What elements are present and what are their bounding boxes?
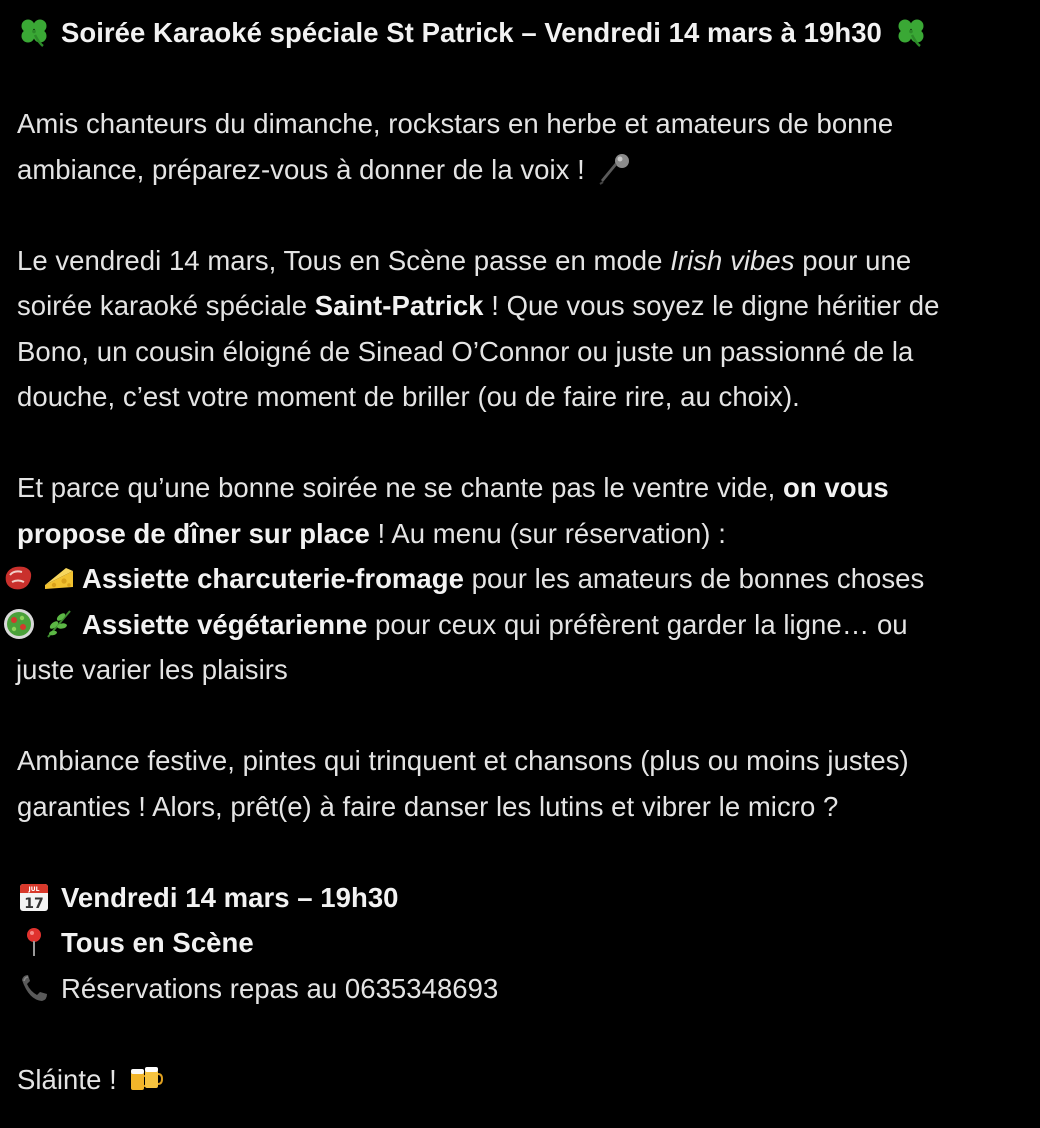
salad-icon	[2, 607, 36, 641]
para2-line-1-text: Le vendredi 14 mars, Tous en Scène passe en mode	[17, 244, 671, 276]
calendar-icon	[17, 880, 51, 914]
menu-item-charcuterie-title: Assiette charcuterie-fromage	[82, 563, 464, 594]
para3-line-1-text: Et parce qu’une bonne soirée ne se chante pas le ventre vide,	[17, 472, 783, 503]
intro-line-1: Amis chanteurs du dimanche, rockstars en herbe et amateurs de bonne	[17, 108, 894, 139]
calendar-month: JUL	[28, 885, 40, 893]
info-place-line	[17, 920, 1032, 966]
para2-line-1-end: pour une	[794, 244, 912, 276]
closing-line	[17, 1057, 1032, 1103]
info-phone-line	[17, 966, 1032, 1012]
para2-line-2	[17, 283, 1032, 329]
info-place: Tous en Scène	[61, 927, 254, 958]
para3-line-2	[17, 511, 1032, 557]
meat-icon	[2, 561, 36, 595]
menu-item-vegetarian	[0, 602, 1032, 648]
shamrock-icon	[17, 15, 51, 49]
para2-line-2-text: soirée karaoké spéciale	[17, 290, 315, 321]
para3-line-2-text: ! Au menu (sur réservation) :	[369, 517, 726, 549]
pin-icon	[17, 925, 51, 959]
post-body	[17, 0, 1032, 1102]
menu-item-vegetarian-title: Assiette végétarienne	[82, 608, 368, 640]
para2-line-3: Bono, un cousin éloigné de Sinead O’Connor ou juste un passionné de la	[17, 335, 914, 367]
info-date: Vendredi 14 mars – 19h30	[61, 881, 399, 913]
menu-item-charcuterie-desc: pour les amateurs de bonnes choses	[463, 563, 925, 594]
para2-line-4: douche, c’est votre moment de briller (ou de faire rire, au choix).	[17, 381, 800, 412]
para2-line-2-end: ! Que vous soyez le digne héritier de	[483, 290, 940, 321]
phone-icon	[17, 971, 51, 1005]
para3-line-2-bold: propose de dîner sur place	[17, 517, 370, 549]
intro-line-2	[17, 147, 1032, 193]
para4-line-2: garanties ! Alors, prêt(e) à faire danser les lutins et vibrer le micro ?	[17, 790, 839, 822]
microphone-icon	[597, 152, 631, 186]
menu-item-vegetarian-desc: pour ceux qui préfèrent garder la ligne… ou	[367, 608, 908, 640]
post-title: Soirée Karaoké spéciale St Patrick – Vendredi 14 mars à 19h30	[61, 17, 882, 48]
para4-line-1: Ambiance festive, pintes qui trinquent et chansons (plus ou moins justes)	[17, 745, 909, 776]
para2-line-1	[17, 238, 1032, 284]
menu-item-charcuterie	[0, 556, 1032, 602]
menu-item-vegetarian-cont: juste varier les plaisirs	[16, 654, 288, 685]
calendar-day: 17	[24, 895, 44, 912]
beer-mugs-icon	[129, 1062, 163, 1096]
saint-patrick-text: Saint-Patrick	[314, 290, 484, 321]
shamrock-icon	[894, 15, 928, 49]
para3-line-1	[17, 465, 1032, 511]
irish-vibes-text: Irish vibes	[670, 244, 795, 276]
info-phone: Réservations repas au 0635348693	[61, 972, 499, 1004]
herb-icon	[42, 607, 76, 641]
intro-line-2-text: ambiance, préparez-vous à donner de la voix !	[17, 153, 585, 185]
cheese-icon	[42, 561, 76, 595]
post-title-line	[17, 10, 1032, 56]
para3-line-1-bold: on vous	[782, 472, 889, 503]
closing-text: Sláinte !	[17, 1063, 117, 1095]
info-date-line	[17, 875, 1032, 921]
